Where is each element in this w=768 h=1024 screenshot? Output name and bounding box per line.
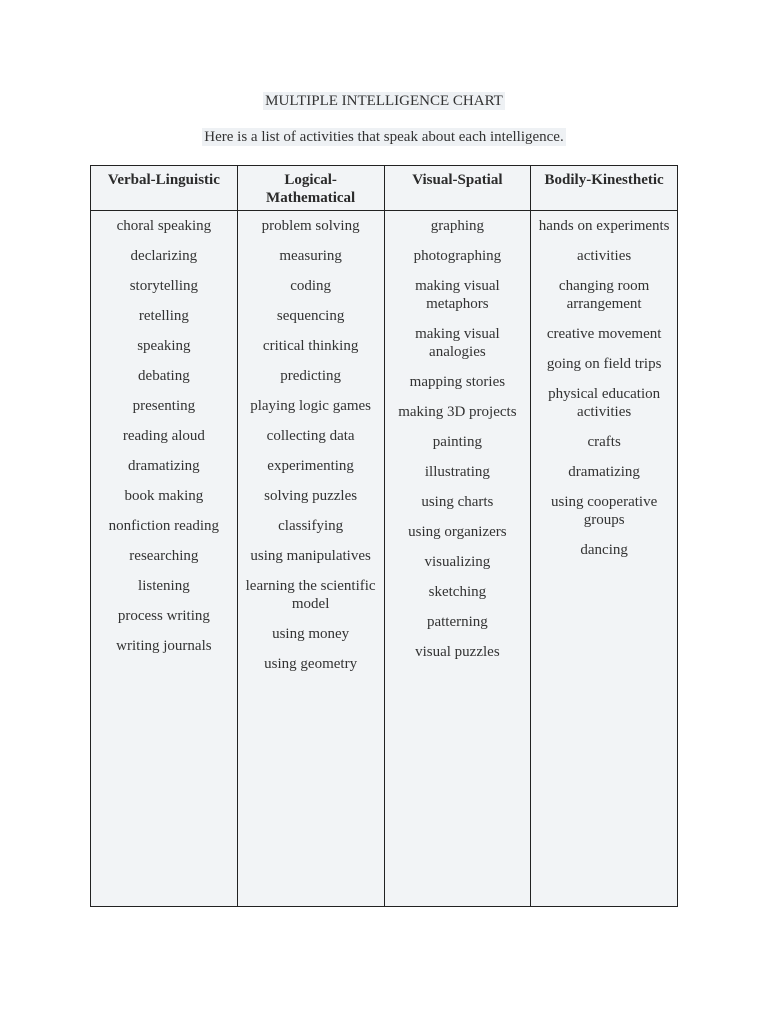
activity-item: making visual analogies bbox=[415, 326, 500, 360]
activity-item: changing room arrangement bbox=[558, 278, 650, 312]
activity-item: creative movement bbox=[546, 326, 662, 342]
activity-item: dancing bbox=[580, 542, 628, 558]
activity-item: using geometry bbox=[264, 656, 358, 672]
activity-item: sketching bbox=[428, 584, 487, 600]
activity-item: predicting bbox=[280, 368, 342, 384]
activity-item: going on field trips bbox=[546, 356, 662, 372]
column-header-bodily-kinesthetic: Bodily-Kinesthetic bbox=[531, 166, 678, 211]
activity-item: using money bbox=[272, 626, 350, 642]
activity-item: making visual metaphors bbox=[415, 278, 500, 312]
activity-item: learning the scientific model bbox=[245, 578, 376, 612]
activity-item: retelling bbox=[138, 308, 189, 324]
activity-item: using manipulatives bbox=[250, 548, 371, 564]
page-subtitle-text: Here is a list of activities that speak about each intelligence. bbox=[204, 129, 564, 145]
page-subtitle bbox=[0, 127, 768, 147]
column-cell-verbal-linguistic bbox=[91, 211, 238, 907]
column-header-visual-spatial: Visual-Spatial bbox=[384, 166, 531, 211]
activity-item: activities bbox=[577, 248, 632, 264]
table-header-row bbox=[91, 166, 678, 211]
activity-item: visualizing bbox=[424, 554, 491, 570]
activity-item: hands on experiments bbox=[538, 218, 670, 234]
page-title-text: MULTIPLE INTELLIGENCE CHART bbox=[265, 93, 503, 109]
activity-item: nonfiction reading bbox=[108, 518, 220, 534]
activity-item: physical education activities bbox=[548, 386, 661, 420]
activity-item: crafts bbox=[587, 434, 621, 450]
activity-item: critical thinking bbox=[262, 338, 359, 354]
intelligence-table bbox=[90, 165, 678, 907]
activity-item: dramatizing bbox=[568, 464, 640, 480]
activity-item: experimenting bbox=[267, 458, 354, 474]
column-cell-bodily-kinesthetic bbox=[531, 211, 678, 907]
activity-item: listening bbox=[138, 578, 190, 594]
activity-item: making 3D projects bbox=[398, 404, 517, 420]
activity-item: visual puzzles bbox=[415, 644, 500, 660]
activity-item: mapping stories bbox=[409, 374, 506, 390]
activity-item: speaking bbox=[137, 338, 191, 354]
activity-item: problem solving bbox=[261, 218, 360, 234]
activity-item: using organizers bbox=[408, 524, 507, 540]
activity-item: graphing bbox=[430, 218, 485, 234]
table-body-row bbox=[91, 211, 678, 907]
activity-item: dramatizing bbox=[128, 458, 200, 474]
page-title bbox=[0, 91, 768, 111]
column-cell-logical-mathematical bbox=[237, 211, 384, 907]
activity-item: book making bbox=[124, 488, 204, 504]
activity-item: researching bbox=[129, 548, 199, 564]
activity-item: measuring bbox=[279, 248, 342, 264]
activity-item: reading aloud bbox=[122, 428, 205, 444]
activity-item: solving puzzles bbox=[264, 488, 358, 504]
activity-item: classifying bbox=[278, 518, 344, 534]
activity-item: coding bbox=[290, 278, 332, 294]
activity-item: photographing bbox=[413, 248, 502, 264]
activity-item: presenting bbox=[132, 398, 196, 414]
activity-item: collecting data bbox=[266, 428, 355, 444]
activity-item: painting bbox=[432, 434, 482, 450]
column-header-verbal-linguistic: Verbal-Linguistic bbox=[91, 166, 238, 211]
activity-item: using cooperative groups bbox=[551, 494, 658, 528]
activity-item: sequencing bbox=[276, 308, 345, 324]
activity-item: storytelling bbox=[129, 278, 199, 294]
activity-item: using charts bbox=[421, 494, 494, 510]
activity-item: patterning bbox=[426, 614, 488, 630]
column-header-logical-mathematical: Logical- Mathematical bbox=[237, 166, 384, 211]
activity-item: choral speaking bbox=[116, 218, 212, 234]
activity-item: debating bbox=[138, 368, 190, 384]
activity-item: process writing bbox=[117, 608, 210, 624]
column-cell-visual-spatial bbox=[384, 211, 531, 907]
activity-item: playing logic games bbox=[250, 398, 372, 414]
activity-item: illustrating bbox=[424, 464, 490, 480]
activity-item: declarizing bbox=[130, 248, 198, 264]
activity-item: writing journals bbox=[116, 638, 212, 654]
